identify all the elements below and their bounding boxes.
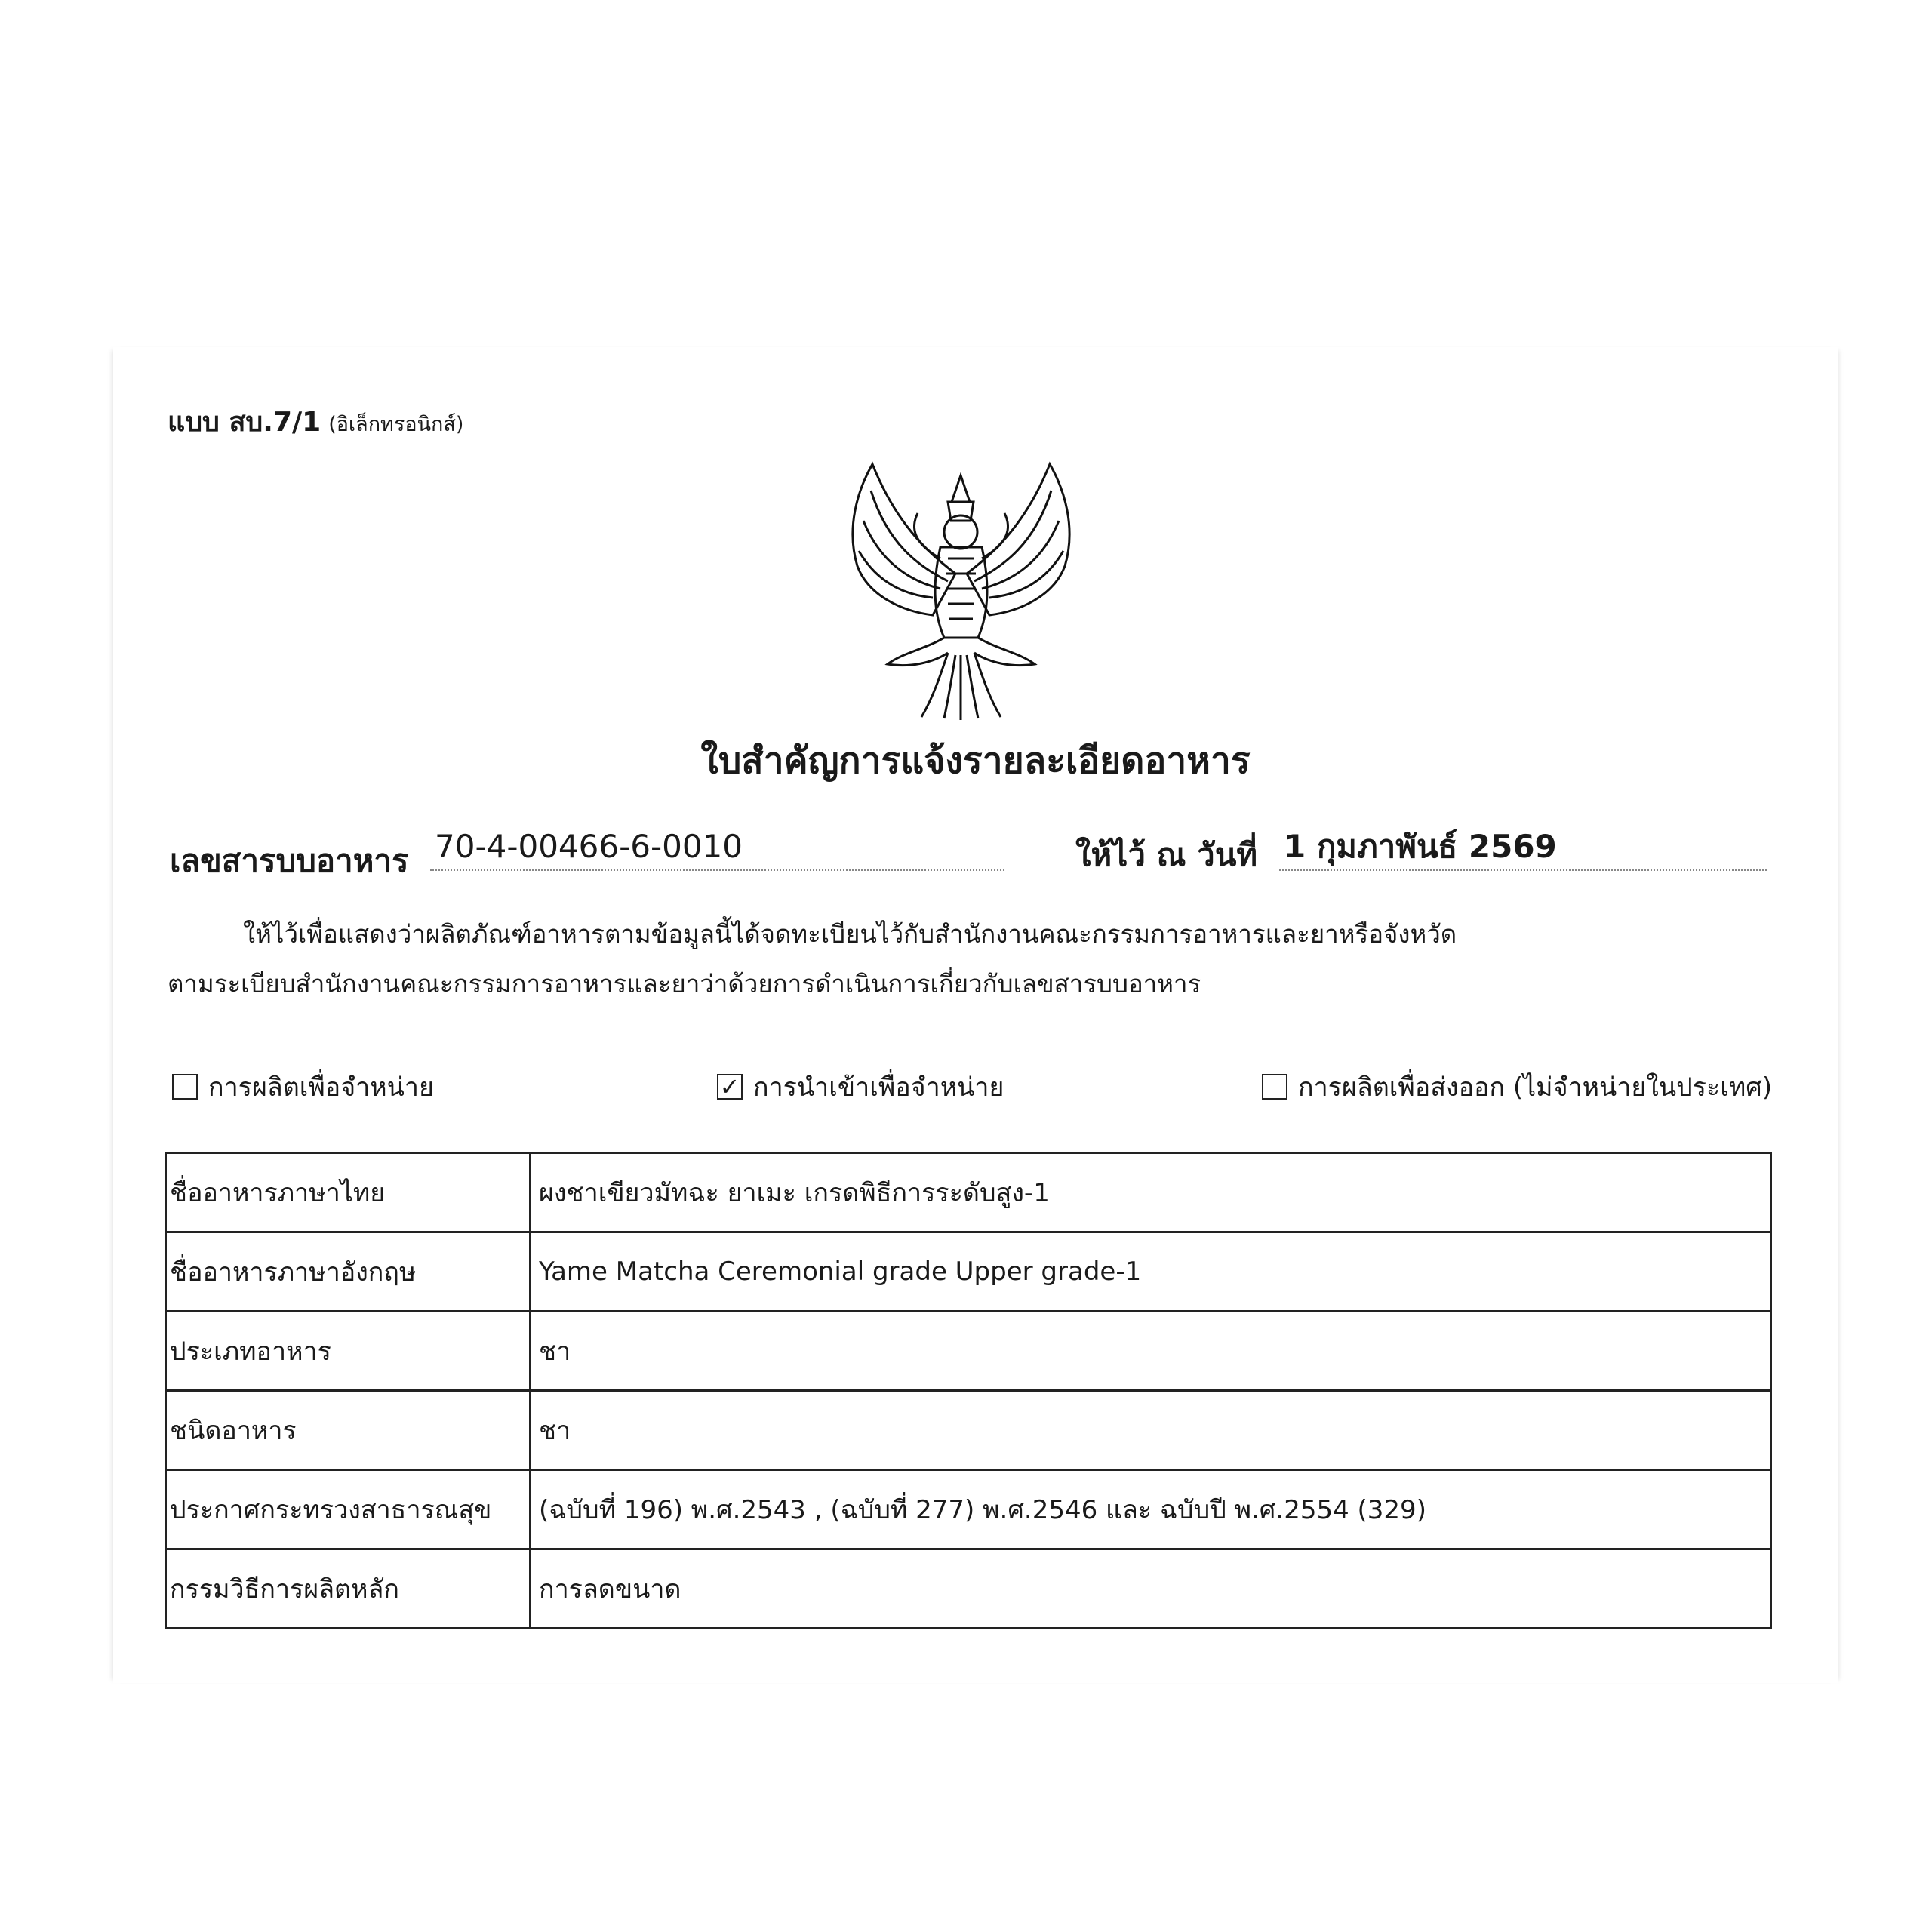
table-row bbox=[166, 1549, 1771, 1629]
row-value: ชา bbox=[531, 1312, 1771, 1391]
statement-line-1: ให้ไว้เพื่อแสดงว่าผลิตภัณฑ์อาหารตามข้อมูลนี้ได้จดทะเบียนไว้กับสำนักงานคณะกรรมการอาหารและยาหรือจังหวัด bbox=[243, 919, 1457, 949]
row-key: ชื่ออาหารภาษาไทย bbox=[166, 1153, 531, 1232]
row-value: (ฉบับที่ 196) พ.ศ.2543 , (ฉบับที่ 277) พ.ศ.2546 และ ฉบับปี พ.ศ.2554 (329) bbox=[531, 1470, 1771, 1549]
check-mark-icon: ✓ bbox=[719, 1072, 740, 1101]
row-value: ชา bbox=[531, 1391, 1771, 1470]
row-key: ชื่ออาหารภาษาอังกฤษ bbox=[166, 1232, 531, 1312]
row-value: Yame Matcha Ceremonial grade Upper grade-1 bbox=[531, 1232, 1771, 1312]
table-row bbox=[166, 1312, 1771, 1391]
row-key: ประกาศกระทรวงสาธารณสุข bbox=[166, 1470, 531, 1549]
option-label: การนำเข้าเพื่อจำหน่าย bbox=[753, 1072, 1004, 1103]
row-key: กรรมวิธีการผลิตหลัก bbox=[166, 1549, 531, 1629]
issue-date-value: 1 กุมภาพันธ์ 2569 bbox=[1279, 824, 1767, 871]
checkbox-export-production[interactable] bbox=[1262, 1074, 1287, 1100]
option-label: การผลิตเพื่อจำหน่าย bbox=[208, 1072, 434, 1103]
option-export-production[interactable] bbox=[1262, 1066, 1772, 1107]
registration-number-label: เลขสารบบอาหาร bbox=[170, 842, 409, 879]
issue-date-label: ให้ไว้ ณ วันที่ bbox=[1075, 836, 1258, 873]
row-key: ชนิดอาหาร bbox=[166, 1391, 531, 1470]
row-key: ประเภทอาหาร bbox=[166, 1312, 531, 1391]
table-row bbox=[166, 1391, 1771, 1470]
document-title: ใบสำคัญการแจ้งรายละเอียดอาหาร bbox=[700, 740, 1251, 782]
form-code-note: (อิเล็กทรอนิกส์) bbox=[328, 413, 464, 436]
checkbox-import-for-sale[interactable] bbox=[717, 1074, 743, 1100]
option-label: การผลิตเพื่อส่งออก (ไม่จำหน่ายในประเทศ) bbox=[1298, 1072, 1773, 1103]
form-code-label: แบบ สบ.7/1 bbox=[168, 407, 321, 438]
garuda-emblem-icon bbox=[842, 460, 1080, 721]
form-code bbox=[168, 400, 463, 443]
option-import-for-sale[interactable] bbox=[717, 1066, 1004, 1107]
certificate-statement bbox=[168, 909, 1783, 1009]
checkbox-domestic-production[interactable] bbox=[172, 1074, 198, 1100]
option-domestic-production[interactable] bbox=[172, 1066, 434, 1107]
row-value: ผงชาเขียวมัทฉะ ยาเมะ เกรดพิธีการระดับสูง-1 bbox=[531, 1153, 1771, 1232]
registration-number-value: 70-4-00466-6-0010 bbox=[430, 824, 1004, 871]
table-row bbox=[166, 1153, 1771, 1232]
table-row bbox=[166, 1470, 1771, 1549]
food-details-table bbox=[165, 1152, 1772, 1629]
table-row bbox=[166, 1232, 1771, 1312]
row-value: การลดขนาด bbox=[531, 1549, 1771, 1629]
statement-line-2: ตามระเบียบสำนักงานคณะกรรมการอาหารและยาว่าด้วยการดำเนินการเกี่ยวกับเลขสารบบอาหาร bbox=[168, 969, 1201, 998]
document-page bbox=[113, 347, 1838, 1683]
